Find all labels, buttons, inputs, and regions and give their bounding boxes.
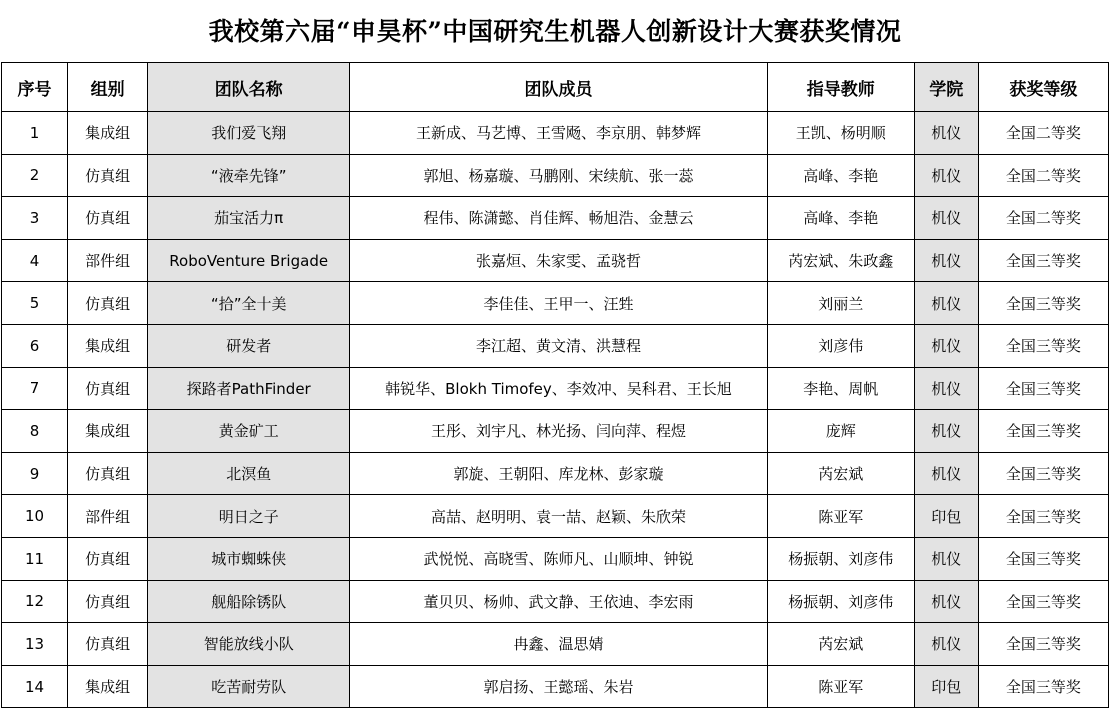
cell-group: 仿真组	[68, 367, 148, 410]
cell-team-name: 明日之子	[148, 495, 350, 538]
cell-advisor: 王凯、杨明顺	[767, 112, 914, 155]
cell-advisor: 杨振朝、刘彦伟	[767, 580, 914, 623]
cell-award-level: 全国三等奖	[978, 324, 1108, 367]
cell-college: 印包	[914, 495, 978, 538]
cell-group: 仿真组	[68, 537, 148, 580]
header-award-level: 获奖等级	[978, 63, 1108, 112]
cell-team-name: 探路者PathFinder	[148, 367, 350, 410]
cell-team-members: 高喆、赵明明、袁一喆、赵颖、朱欣荣	[350, 495, 767, 538]
cell-team-members: 韩锐华、Blokh Timofey、李效冲、吴科君、王长旭	[350, 367, 767, 410]
header-team-name: 团队名称	[148, 63, 350, 112]
cell-index: 6	[2, 324, 68, 367]
cell-team-name: “液牵先锋”	[148, 154, 350, 197]
cell-index: 2	[2, 154, 68, 197]
table-row	[2, 665, 1109, 708]
cell-team-name: 茄宝活力π	[148, 197, 350, 240]
cell-team-members: 程伟、陈潇懿、肖佳辉、畅旭浩、金慧云	[350, 197, 767, 240]
cell-award-level: 全国三等奖	[978, 623, 1108, 666]
cell-index: 11	[2, 537, 68, 580]
cell-team-name: 舰船除锈队	[148, 580, 350, 623]
cell-team-members: 张嘉烜、朱家雯、孟骁哲	[350, 239, 767, 282]
cell-group: 集成组	[68, 324, 148, 367]
cell-award-level: 全国三等奖	[978, 537, 1108, 580]
cell-advisor: 陈亚军	[767, 495, 914, 538]
cell-team-members: 郭旋、王朝阳、库龙林、彭家璇	[350, 452, 767, 495]
table-row	[2, 324, 1109, 367]
cell-advisor: 芮宏斌、朱政鑫	[767, 239, 914, 282]
table-row	[2, 537, 1109, 580]
cell-team-name: RoboVenture Brigade	[148, 239, 350, 282]
table-row	[2, 154, 1109, 197]
header-team-members: 团队成员	[350, 63, 767, 112]
cell-team-name: 黄金矿工	[148, 410, 350, 453]
cell-college: 机仪	[914, 410, 978, 453]
cell-team-members: 王彤、刘宇凡、林光扬、闫向萍、程煜	[350, 410, 767, 453]
table-row	[2, 239, 1109, 282]
cell-award-level: 全国二等奖	[978, 197, 1108, 240]
cell-award-level: 全国三等奖	[978, 495, 1108, 538]
cell-group: 集成组	[68, 665, 148, 708]
cell-team-name: 我们爱飞翔	[148, 112, 350, 155]
cell-college: 印包	[914, 665, 978, 708]
cell-college: 机仪	[914, 197, 978, 240]
cell-team-members: 郭启扬、王懿瑶、朱岩	[350, 665, 767, 708]
cell-index: 13	[2, 623, 68, 666]
cell-advisor: 杨振朝、刘彦伟	[767, 537, 914, 580]
table-row	[2, 580, 1109, 623]
cell-college: 机仪	[914, 112, 978, 155]
cell-team-name: 研发者	[148, 324, 350, 367]
cell-group: 仿真组	[68, 580, 148, 623]
cell-college: 机仪	[914, 154, 978, 197]
cell-college: 机仪	[914, 580, 978, 623]
cell-index: 12	[2, 580, 68, 623]
cell-advisor: 陈亚军	[767, 665, 914, 708]
cell-group: 仿真组	[68, 623, 148, 666]
cell-group: 部件组	[68, 495, 148, 538]
cell-group: 集成组	[68, 112, 148, 155]
cell-index: 14	[2, 665, 68, 708]
table-header-row	[2, 63, 1109, 112]
table-row	[2, 452, 1109, 495]
table-row	[2, 623, 1109, 666]
cell-team-members: 董贝贝、杨帅、武文静、王依迪、李宏雨	[350, 580, 767, 623]
cell-index: 9	[2, 452, 68, 495]
cell-award-level: 全国三等奖	[978, 282, 1108, 325]
cell-team-members: 郭旭、杨嘉璇、马鹏刚、宋续航、张一蕊	[350, 154, 767, 197]
cell-college: 机仪	[914, 239, 978, 282]
cell-award-level: 全国三等奖	[978, 367, 1108, 410]
cell-team-members: 武悦悦、高晓雪、陈师凡、山顺坤、钟锐	[350, 537, 767, 580]
cell-index: 10	[2, 495, 68, 538]
cell-award-level: 全国二等奖	[978, 154, 1108, 197]
cell-advisor: 李艳、周帆	[767, 367, 914, 410]
cell-advisor: 芮宏斌	[767, 452, 914, 495]
cell-award-level: 全国三等奖	[978, 452, 1108, 495]
cell-group: 仿真组	[68, 197, 148, 240]
page-title: 我校第六届“申昊杯”中国研究生机器人创新设计大赛获奖情况	[208, 17, 902, 46]
cell-team-members: 王新成、马艺博、王雪飏、李京朋、韩梦辉	[350, 112, 767, 155]
table-row	[2, 410, 1109, 453]
cell-team-name: 吃苦耐劳队	[148, 665, 350, 708]
cell-advisor: 高峰、李艳	[767, 197, 914, 240]
table-row	[2, 112, 1109, 155]
table-row	[2, 197, 1109, 240]
header-index: 序号	[2, 63, 68, 112]
cell-group: 仿真组	[68, 282, 148, 325]
cell-index: 5	[2, 282, 68, 325]
cell-group: 部件组	[68, 239, 148, 282]
cell-group: 集成组	[68, 410, 148, 453]
cell-team-members: 李江超、黄文清、洪慧程	[350, 324, 767, 367]
cell-award-level: 全国三等奖	[978, 239, 1108, 282]
cell-award-level: 全国三等奖	[978, 580, 1108, 623]
header-college: 学院	[914, 63, 978, 112]
cell-team-name: “拾”全十美	[148, 282, 350, 325]
cell-college: 机仪	[914, 452, 978, 495]
cell-team-name: 城市蜘蛛侠	[148, 537, 350, 580]
cell-index: 8	[2, 410, 68, 453]
table-row	[2, 367, 1109, 410]
cell-index: 7	[2, 367, 68, 410]
cell-award-level: 全国三等奖	[978, 410, 1108, 453]
header-group: 组别	[68, 63, 148, 112]
cell-advisor: 刘彦伟	[767, 324, 914, 367]
cell-team-members: 冉鑫、温思婧	[350, 623, 767, 666]
cell-college: 机仪	[914, 623, 978, 666]
table-row	[2, 495, 1109, 538]
header-advisor: 指导教师	[767, 63, 914, 112]
cell-index: 4	[2, 239, 68, 282]
cell-college: 机仪	[914, 367, 978, 410]
cell-index: 1	[2, 112, 68, 155]
cell-college: 机仪	[914, 324, 978, 367]
table-body	[2, 112, 1109, 708]
cell-index: 3	[2, 197, 68, 240]
cell-team-name: 北溟鱼	[148, 452, 350, 495]
awards-table	[1, 62, 1109, 708]
cell-advisor: 刘丽兰	[767, 282, 914, 325]
cell-award-level: 全国三等奖	[978, 665, 1108, 708]
cell-team-members: 李佳佳、王甲一、汪甡	[350, 282, 767, 325]
cell-group: 仿真组	[68, 154, 148, 197]
cell-advisor: 高峰、李艳	[767, 154, 914, 197]
cell-college: 机仪	[914, 537, 978, 580]
cell-team-name: 智能放线小队	[148, 623, 350, 666]
table-row	[2, 282, 1109, 325]
cell-advisor: 庞辉	[767, 410, 914, 453]
cell-group: 仿真组	[68, 452, 148, 495]
cell-advisor: 芮宏斌	[767, 623, 914, 666]
cell-award-level: 全国二等奖	[978, 112, 1108, 155]
cell-college: 机仪	[914, 282, 978, 325]
